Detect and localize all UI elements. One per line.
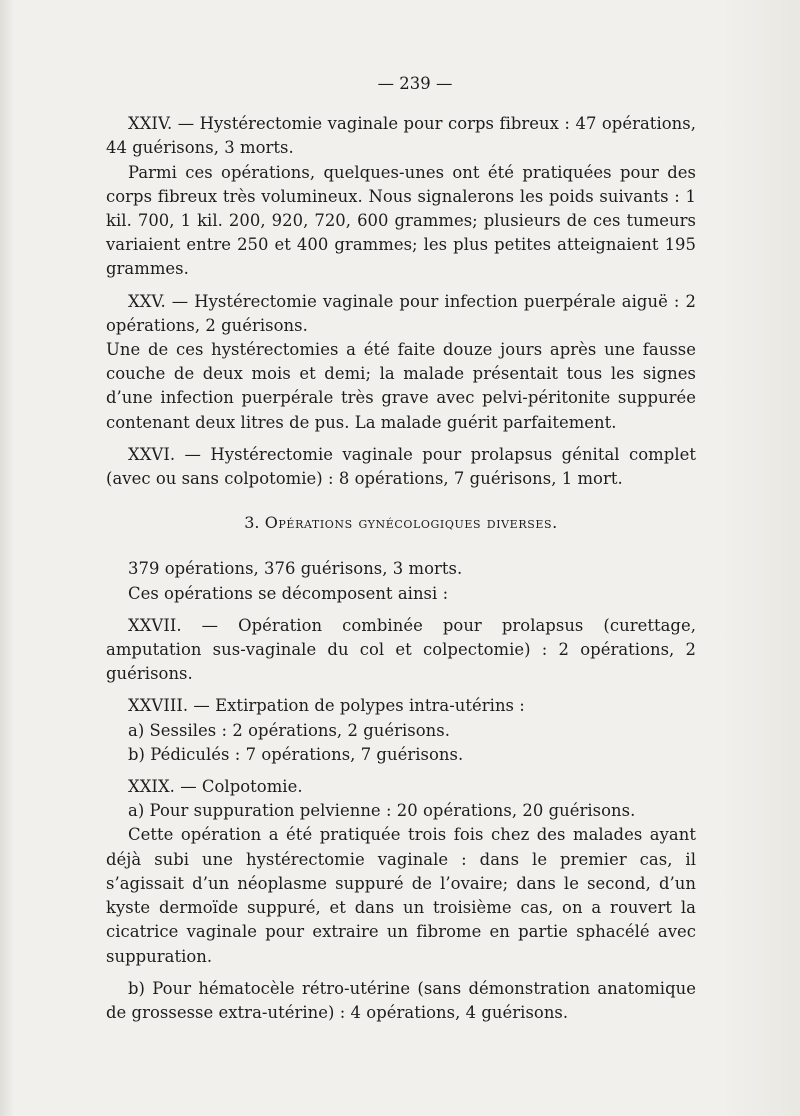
entry-xxix-a: a) Pour suppuration pelvienne : 20 opérations, 20 guérisons. — [128, 801, 636, 821]
page-number: — 239 — — [377, 74, 453, 93]
summary-line: 379 opérations, 376 guérisons, 3 morts. — [128, 559, 463, 579]
page-gutter-shadow — [0, 0, 14, 1116]
summary-note: Ces opérations se décomposent ainsi : — [128, 583, 449, 603]
section-label: Opérations gynécologiques diverses. — [264, 513, 558, 533]
page-text — [106, 72, 696, 1025]
entry-xxix-b: b) Pour hématocèle rétro-utérine (sans démonstration anatomique de grossesse extra-utérine) : 4 opérations, 4 guérisons. — [106, 978, 696, 1022]
entry-xxix: XXIX. — Colpotomie. — [128, 777, 303, 797]
entry-xxvi: XXVI. — Hystérectomie vaginale pour prolapsus génital complet (avec ou sans colpotomie) : 8 opérations, 7 guérisons, 1 mort. — [106, 444, 696, 489]
entry-xxiv: XXIV. — Hystérectomie vaginale pour corps fibreux : 47 opérations, 44 guérisons, 3 morts. — [106, 114, 696, 158]
entry-xxviii: XXVIII. — Extirpation de polypes intra-utérins : — [128, 696, 525, 716]
entry-xxv: XXV. — Hystérectomie vaginale pour infection puerpérale aiguë : 2 opérations, 2 guérisons. — [106, 291, 696, 335]
entry-xxiv-note: Parmi ces opérations, quelques-unes ont été pratiquées pour des corps fibreux très volumineux. Nous signalerons les poids suivants : 1 kil. 700, 1 kil. 200, 920, 720, 600 grammes; plusieurs de ces tumeurs variaient entre 250 et 400 grammes; les plus petites atteignaient 195 grammes. — [106, 162, 696, 279]
section-number: 3. — [244, 513, 260, 533]
page-edge-shade — [720, 0, 800, 1116]
entry-xxviii-b: b) Pédiculés : 7 opérations, 7 guérisons. — [128, 744, 464, 764]
entry-xxv-note: Une de ces hystérectomies a été faite douze jours après une fausse couche de deux mois et demi; la malade présentait tous les signes d’une infection puerpérale très grave avec pelvi-péritonite suppurée contenant deux litres de pus. La malade guérit parfaitement. — [106, 340, 696, 432]
entry-xxix-a-note: Cette opération a été pratiquée trois fois chez des malades ayant déjà subi une hystérectomie vaginale : dans le premier cas, il s’agissait d’un néoplasme suppuré de l’ovaire; dans le second, d’un kyste dermoïde suppuré, et dans un troisième cas, on a rouvert la cicatrice vaginale pour extraire un fibrome en partie sphacélé avec suppuration. — [106, 825, 696, 966]
section-heading — [106, 511, 696, 535]
entry-xxvii: XXVII. — Opération combinée pour prolapsus (curettage, amputation sus-vaginale du col et colpectomie) : 2 opérations, 2 guérisons. — [106, 615, 696, 684]
entry-xxviii-a: a) Sessiles : 2 opérations, 2 guérisons. — [128, 720, 450, 740]
